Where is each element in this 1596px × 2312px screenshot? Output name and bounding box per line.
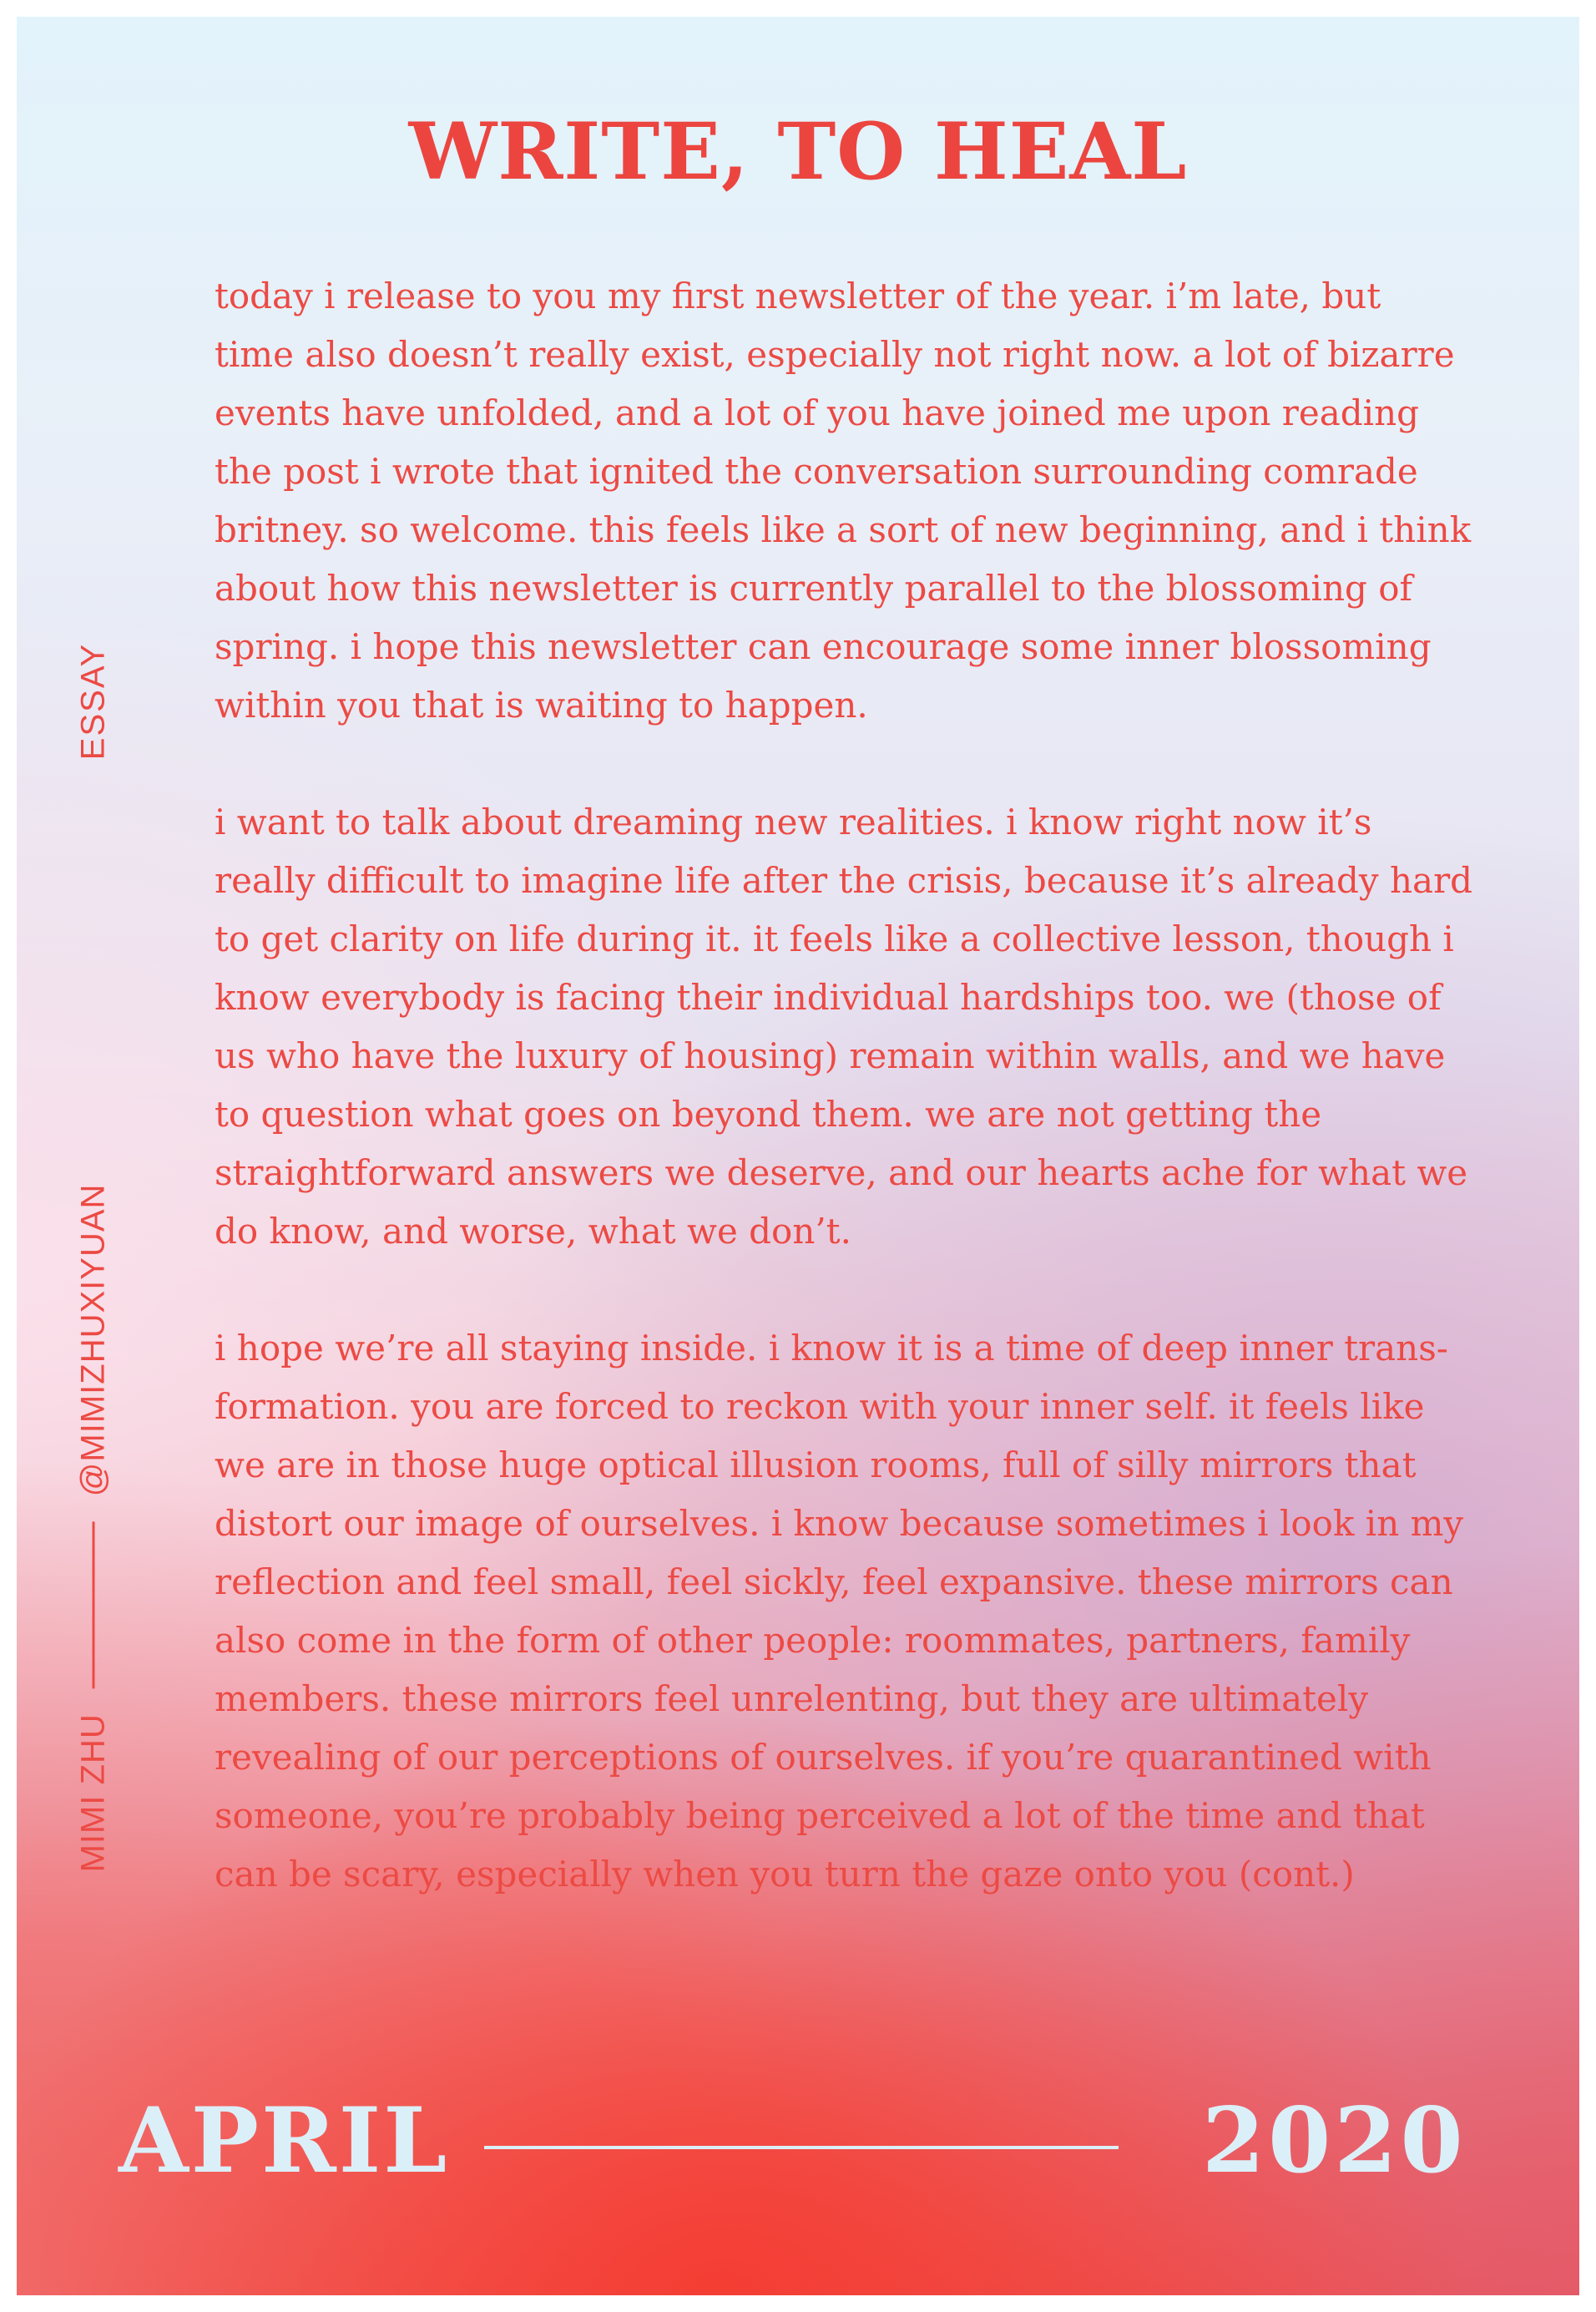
essay-paragraph	[215, 793, 1542, 1261]
page-title: WRITE, TO HEAL	[408, 106, 1188, 198]
text-line: spring. i hope this newsletter can encourage some inner blossoming	[215, 626, 1432, 667]
essay-body	[215, 267, 1542, 1904]
text-line: really difficult to imagine life after the crisis, because it’s already hard	[215, 860, 1473, 901]
text-line: events have unfolded, and a lot of you have joined me upon reading	[215, 392, 1420, 433]
text-line: distort our image of ourselves. i know because sometimes i look in my	[215, 1503, 1464, 1544]
author-byline	[75, 1184, 113, 1873]
text-line: the post i wrote that ignited the conversation surrounding comrade	[215, 451, 1418, 492]
text-line: can be scary, especially when you turn the gaze onto you (cont.)	[215, 1854, 1355, 1895]
text-line: britney. so welcome. this feels like a sort of new beginning, and i think	[215, 509, 1472, 550]
text-line: i want to talk about dreaming new realities. i know right now it’s	[215, 802, 1372, 842]
text-line: to question what goes on beyond them. we are not getting the	[215, 1094, 1322, 1135]
text-line: also come in the form of other people: roommates, partners, family	[215, 1620, 1411, 1661]
page-card	[17, 17, 1579, 2295]
text-line: do know, and worse, what we don’t.	[215, 1211, 851, 1252]
text-line: members. these mirrors feel unrelenting, but they are ultimately	[215, 1678, 1369, 1719]
essay-paragraph	[215, 267, 1542, 735]
byline-divider	[93, 1521, 95, 1688]
text-line: someone, you’re probably being perceived a lot of the time and that	[215, 1795, 1425, 1836]
essay-paragraph	[215, 1319, 1542, 1904]
text-line: within you that is waiting to happen.	[215, 685, 868, 726]
category-label: ESSAY	[74, 642, 112, 761]
issue-year: 2020	[1202, 2088, 1467, 2193]
text-line: today i release to you my first newsletter of the year. i’m late, but	[215, 276, 1381, 316]
text-line: reflection and feel small, feel sickly, feel expansive. these mirrors can	[215, 1561, 1453, 1602]
text-line: about how this newsletter is currently parallel to the blossoming of	[215, 568, 1413, 609]
text-line: to get clarity on life during it. it feels like a collective lesson, though i	[215, 918, 1454, 959]
text-line: time also doesn’t really exist, especially not right now. a lot of bizarre	[215, 334, 1455, 375]
text-line: revealing of our perceptions of ourselves. if you’re quarantined with	[215, 1737, 1432, 1778]
text-line: us who have the luxury of housing) remain within walls, and we have	[215, 1035, 1446, 1076]
author-name: MIMI ZHU	[74, 1713, 112, 1873]
text-line: know everybody is facing their individual hardships too. we (those of	[215, 977, 1442, 1018]
text-line: formation. you are forced to reckon with your inner self. it feels like	[215, 1386, 1425, 1427]
text-line: we are in those huge optical illusion rooms, full of silly mirrors that	[215, 1444, 1417, 1485]
author-handle: @MIMIZHUXIYUAN	[74, 1183, 112, 1497]
issue-month: APRIL	[119, 2088, 450, 2193]
footer-divider	[484, 2146, 1119, 2149]
text-line: straightforward answers we deserve, and our hearts ache for what we	[215, 1152, 1468, 1193]
text-line: i hope we’re all staying inside. i know it is a time of deep inner trans-	[215, 1328, 1448, 1368]
